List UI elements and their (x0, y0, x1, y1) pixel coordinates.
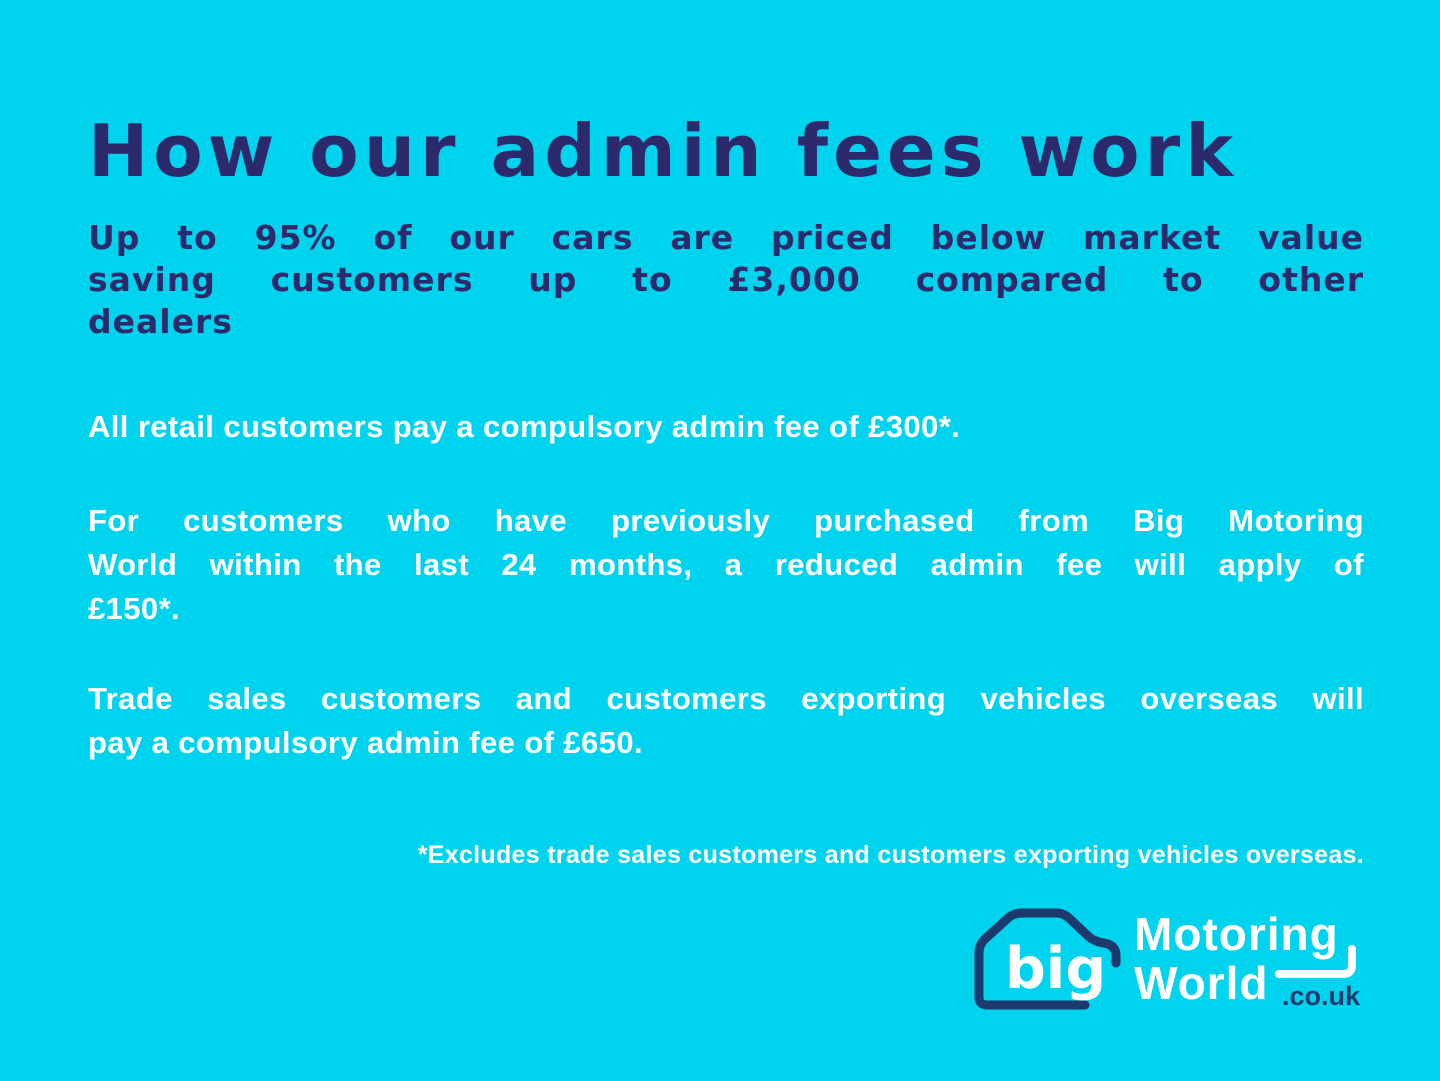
subtitle-line: dealers (88, 302, 233, 342)
subtitle-line: saving customers up to £3,000 compared to other (88, 260, 1364, 300)
paragraph-trade-export-fee (88, 677, 1364, 765)
paragraph-returning-customer-fee (88, 499, 1364, 631)
paragraph-line: World within the last 24 months, a reduced admin fee will apply of (88, 547, 1364, 583)
subtitle (88, 217, 1364, 343)
paragraph-line: £150*. (88, 591, 181, 627)
logo-world-text: World (1134, 957, 1269, 1009)
logo-motoring-text: Motoring (1134, 908, 1339, 960)
logo-big-text: big (1005, 936, 1107, 1002)
subtitle-line: Up to 95% of our cars are priced below market value (88, 218, 1364, 258)
footnote: *Excludes trade sales customers and customers exporting vehicles overseas. (417, 841, 1364, 870)
paragraph-line: Trade sales customers and customers exporting vehicles overseas will (88, 681, 1364, 717)
paragraph-line: All retail customers pay a compulsory admin fee of £300*. (88, 409, 961, 445)
paragraph-line: pay a compulsory admin fee of £650. (88, 725, 643, 761)
page-title: How our admin fees work (88, 109, 1239, 193)
big-motoring-world-logo (968, 903, 1368, 1017)
logo-couk-text: .co.uk (1282, 981, 1361, 1011)
paragraph-line: For customers who have previously purchased from Big Motoring (88, 503, 1364, 539)
logo-graphic (968, 903, 1368, 1017)
paragraph-retail-fee (88, 405, 1364, 449)
